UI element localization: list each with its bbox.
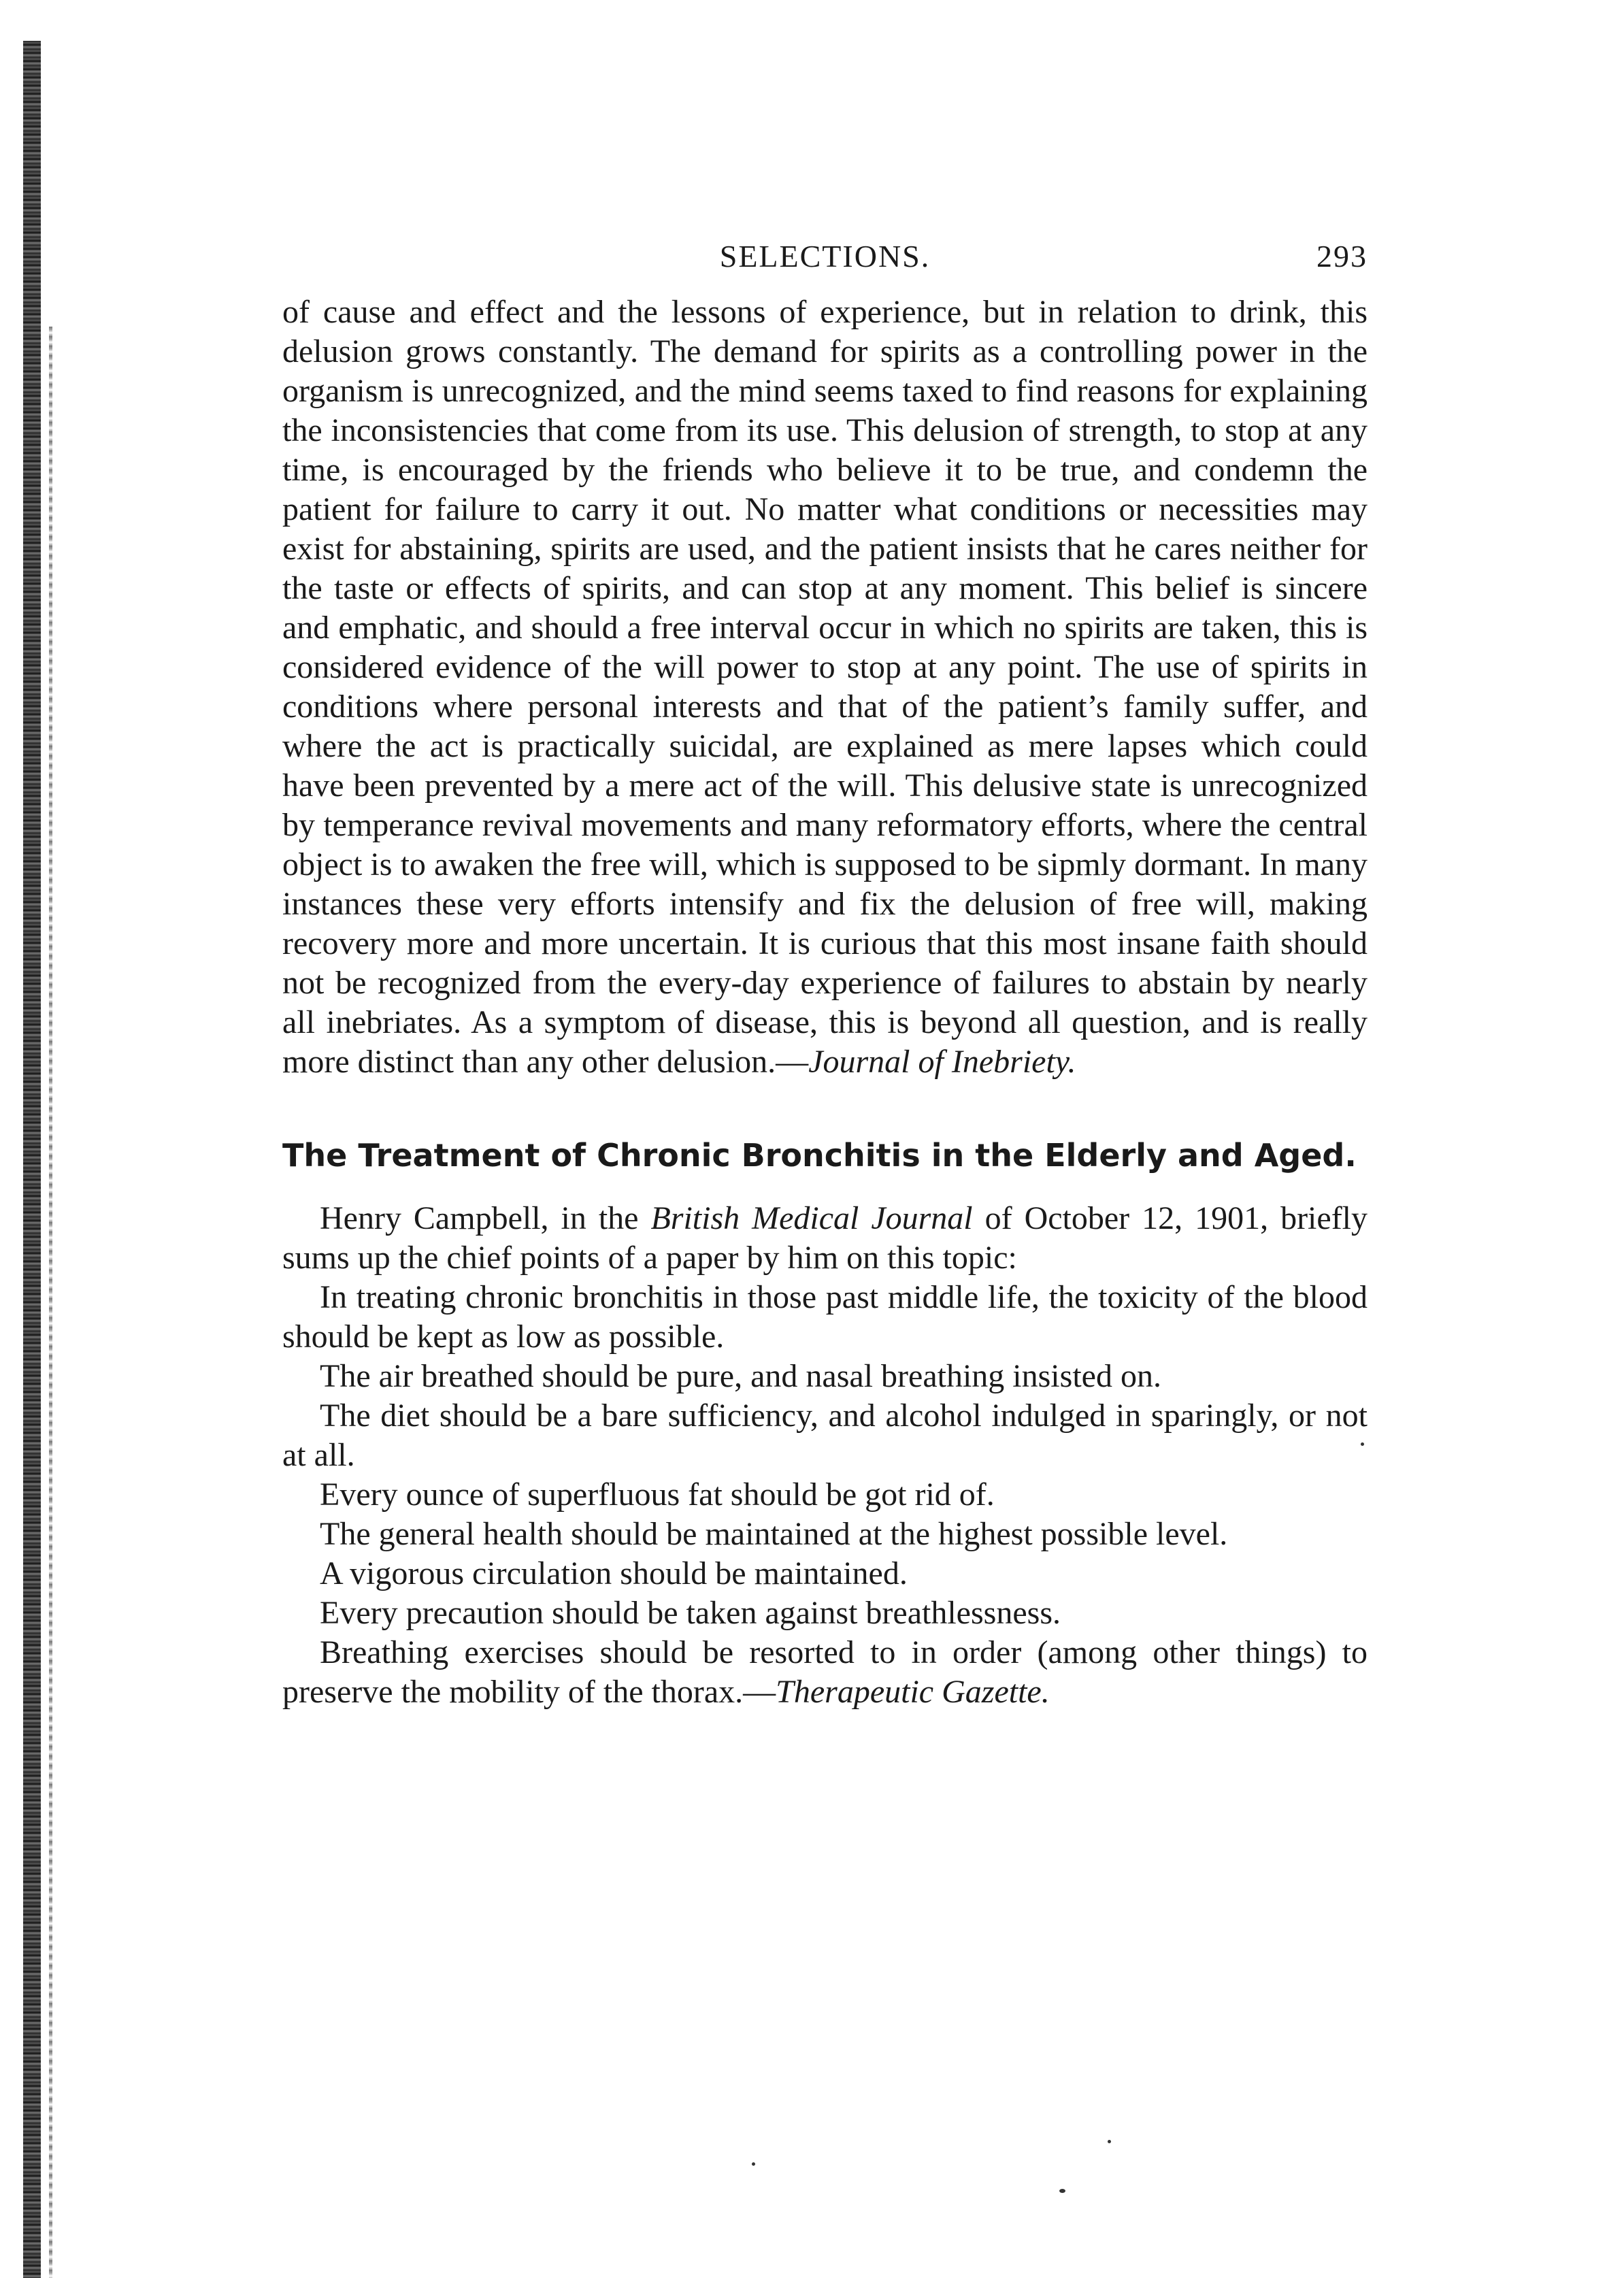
source-citation: Journal of Inebriety. <box>808 1044 1076 1080</box>
print-speck <box>1361 1442 1364 1446</box>
page <box>282 238 1368 1712</box>
binding-edge <box>23 41 41 2278</box>
point-item: The air breathed should be pure, and nasal breathing insisted on. <box>320 1358 1161 1394</box>
intro-text-after: of October 12, 1901, briefly sums up the chief points of a paper by him on this topic: <box>282 1200 1368 1276</box>
last-point-text: Breathing exercises should be resorted to in order (among other things) to preserve the mobility of the thorax.— <box>282 1634 1368 1710</box>
continued-paragraph <box>282 293 1368 1082</box>
point-item: Every precaution should be taken against breathlessness. <box>320 1595 1061 1631</box>
journal-title: British Medical Journal <box>650 1200 973 1236</box>
page-header <box>282 238 1368 286</box>
continued-paragraph-text: of cause and effect and the lessons of experience, but in relation to drink, this delusion grows constantly. The demand for spirits as a controlling power in the organism is unrecognized, and the mind seems taxed to find reasons for explaining the inconsistencies that come from its use. This delusion of strength, to stop at any time, is encouraged by the friends who believe it to be true, and condemn the patient for failure to carry it out. No matter what conditions or necessities may exist for abstaining, spirits are used, and the patient insists that he cares neither for the taste or effects of spirits, and can stop at any moment. This belief is sincere and emphatic, and should a free interval occur in which no spirits are taken, this is considered evidence of the will power to stop at any point. The use of spirits in conditions where personal interests and that of the patient’s family suffer, and where the act is practically suicidal, are explained as mere lapses which could have been prevented by a mere act of the will. This delusive state is unrecognized by temperance revival movements and many reformatory efforts, where the central object is to awaken the free will, which is supposed to be sipmly dormant. In many instances these very efforts intensify and fix the delusion of free will, making recovery more and more uncertain. It is curious that this most insane faith should not be recognized from the every-day experience of failures to abstain by nearly all inebriates. As a symptom of disease, this is beyond all question, and is really more distinct than any other delusion.— <box>282 294 1368 1080</box>
point-item: In treating chronic bronchitis in those past middle life, the toxicity of the blood should be kept as low as possible. <box>282 1279 1368 1355</box>
binding-shadow <box>49 327 52 2278</box>
page-number: 293 <box>1316 239 1368 274</box>
print-speck <box>752 2162 755 2166</box>
point-item: A vigorous circulation should be maintained. <box>320 1555 908 1591</box>
intro-text-before: Henry Campbell, in the <box>320 1200 639 1236</box>
print-speck <box>1059 2189 1065 2193</box>
article-intro <box>282 1199 1368 1278</box>
point-item: The diet should be a bare sufficiency, and alcohol indulged in sparingly, or not at all. <box>282 1398 1368 1473</box>
point-item: Every ounce of superfluous fat should be got rid of. <box>320 1476 995 1513</box>
point-item: The general health should be maintained at the highest possible level. <box>320 1516 1228 1552</box>
print-speck <box>1108 2140 1111 2143</box>
article-title: The Treatment of Chronic Bronchitis in the Elderly and Aged. <box>282 1137 1357 1174</box>
gazette-citation: Therapeutic Gazette. <box>776 1674 1050 1710</box>
points-list <box>282 1278 1368 1633</box>
running-head: SELECTIONS. <box>719 239 931 274</box>
last-point <box>282 1633 1368 1712</box>
